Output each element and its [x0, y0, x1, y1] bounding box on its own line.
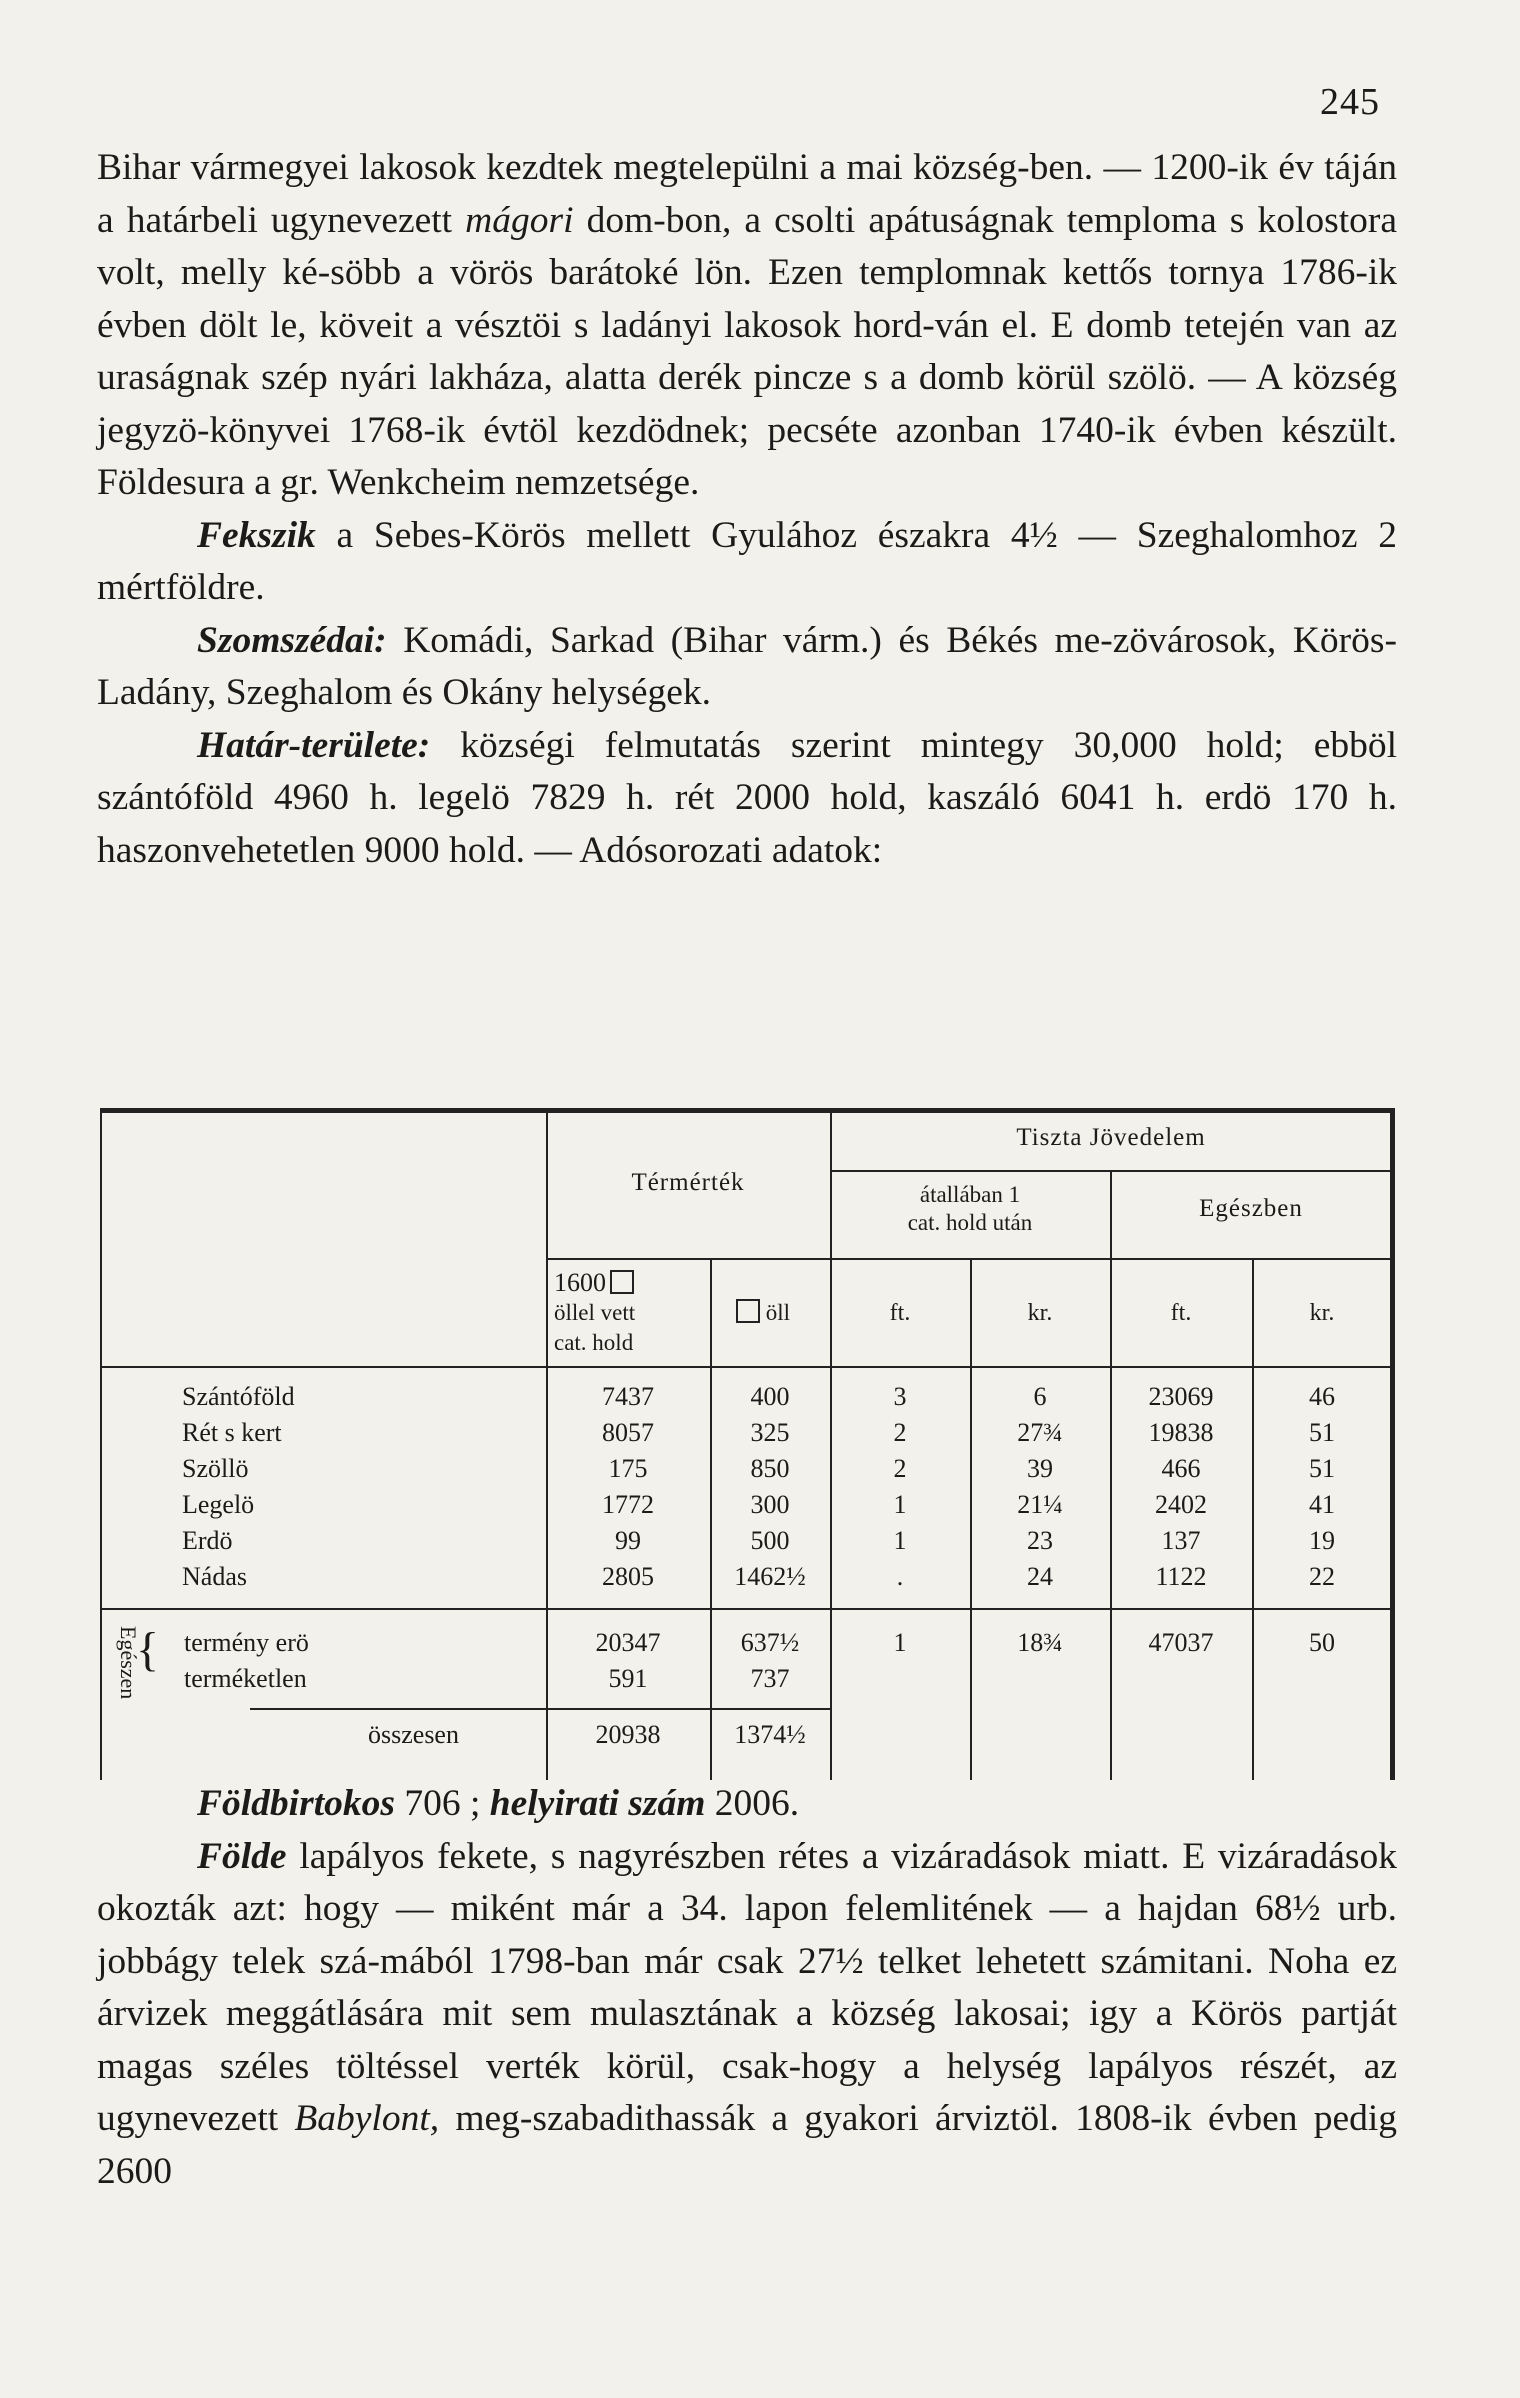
row-name: összesen: [368, 1720, 459, 1749]
row-oll: 300: [750, 1490, 790, 1519]
row-ft1: 1: [893, 1628, 907, 1657]
row-ft1: 2: [893, 1454, 907, 1483]
header-ft1: ft.: [889, 1300, 911, 1326]
row-hold: 20347: [595, 1628, 661, 1657]
row-ft1: 1: [893, 1490, 907, 1519]
header-atlag2: cat. hold után: [907, 1210, 1033, 1235]
history-paragraph: Bihar vármegyei lakosok kezdtek megtelepülni a mai község-ben. — 1200-ik év táján a határbeli ugynevezett mágori dom-bon, a csolti apátuságnak temploma s kolostora volt, melly ké-söbb a vörös barátoké lön. Ezen templomnak kettős tornya 1786-ik évben dölt le, köveit a vésztöi s ladányi lakosok hord-ván el. E domb tetején van az uraságnak szép nyári lakháza, alatta derék pincze s a domb körül szölö. — A község jegyzö-könyvei 1768-ik évtöl kezdödnek; pecséte azonban 1740-ik évben készült. Földesura a gr. Wenkcheim nemzetsége.: [97, 147, 1398, 503]
row-kr2: 22: [1309, 1562, 1335, 1591]
row-name: Erdö: [182, 1526, 233, 1555]
folde-paragraph: Földe lapályos fekete, s nagyrészben rétes a vizáradások miatt. E vizáradások okozták azt: hogy — miként már a 34. lapon felemlitének — a hajdan 68½ urb. jobbágy telek szá-mából 1798-ban már csak 27½ telket lehetett számitani. Noha ez árvizek meggátlására mit sem mulasztának a község lakosai; igy a Körös partját magas széles töltéssel verték körül, csak-hogy a helység lapályos részét, az ugynevezett Babylont, meg-szabadithassák a gyakori árviztöl. 1808-ik évben pedig 2600: [97, 1835, 1398, 2192]
row-hold: 8057: [602, 1418, 654, 1447]
header-atlag: átallában 1: [919, 1182, 1021, 1207]
row-hold: 175: [608, 1454, 648, 1483]
hatar-paragraph: Határ-területe: községi felmutatás szerint mintegy 30,000 hold; ebböl szántóföld 4960 h. legelö 7829 h. rét 2000 hold, kaszáló 6041 h. erdö 170 h. haszonvehetetlen 9000 hold. — Adósorozati adatok:: [97, 724, 1398, 871]
row-kr2: 46: [1309, 1382, 1335, 1411]
fekszik-paragraph: Fekszik a Sebes-Körös mellett Gyulához északra 4½ — Szeghalomhoz 2 mértföldre.: [97, 514, 1397, 608]
row-name: terméketlen: [184, 1664, 307, 1693]
row-kr1: 39: [1027, 1454, 1053, 1483]
header-cathold: cat. hold: [554, 1330, 634, 1355]
header-kr2: kr.: [1309, 1300, 1335, 1326]
row-ft2: 1122: [1155, 1562, 1207, 1591]
row-name: Legelö: [182, 1490, 255, 1519]
row-ft2: 23069: [1148, 1382, 1214, 1411]
row-name: Nádas: [182, 1562, 247, 1591]
row-ft2: 2402: [1155, 1490, 1207, 1519]
row-kr1: 18¾: [1017, 1628, 1063, 1657]
row-kr2: 41: [1309, 1490, 1335, 1519]
row-kr2: 50: [1309, 1628, 1335, 1657]
row-oll: 1462½: [734, 1562, 806, 1591]
header-1600: 1600: [554, 1268, 634, 1298]
row-name: termény erö: [184, 1628, 309, 1657]
header-egeszben: Egészben: [1199, 1195, 1303, 1222]
square-icon: [610, 1270, 634, 1294]
closing-text: [97, 1778, 1397, 2198]
side-label: Egészen: [116, 1626, 141, 1700]
row-oll: 500: [750, 1526, 790, 1555]
row-oll: 637½: [740, 1628, 800, 1657]
header-termertek: Térmérték: [631, 1169, 745, 1196]
row-hold: 1772: [602, 1490, 654, 1519]
row-ft2: 47037: [1148, 1628, 1214, 1657]
intro-text: [97, 142, 1397, 877]
row-ft1: 3: [893, 1382, 907, 1411]
row-ft2: 19838: [1148, 1418, 1214, 1447]
row-oll: 850: [750, 1454, 790, 1483]
row-ft2: 137: [1161, 1526, 1201, 1555]
header-oll: öll: [732, 1298, 790, 1328]
page-number: 245: [1320, 81, 1380, 123]
row-kr1: 23: [1027, 1526, 1053, 1555]
row-oll: 737: [750, 1664, 790, 1693]
row-hold: 20938: [595, 1720, 661, 1749]
brace-icon: {: [136, 1623, 160, 1676]
row-oll: 325: [750, 1418, 790, 1447]
row-hold: 2805: [602, 1562, 654, 1591]
row-kr1: 27¾: [1017, 1418, 1063, 1447]
tax-table: [100, 1108, 1392, 1780]
row-ft1: 1: [893, 1526, 907, 1555]
square-icon: [736, 1299, 760, 1323]
foldbirtokos-paragraph: Földbirtokos 706 ; helyirati szám 2006.: [197, 1783, 800, 1824]
row-kr2: 51: [1309, 1418, 1335, 1447]
row-name: Rét s kert: [182, 1418, 282, 1447]
header-kr1: kr.: [1027, 1300, 1053, 1326]
row-oll: 1374½: [734, 1720, 806, 1749]
szomszedai-paragraph: Szomszédai: Komádi, Sarkad (Bihar várm.) és Békés me-zövárosok, Körös-Ladány, Szeghalom és Okány helységek.: [97, 619, 1398, 713]
row-ft2: 466: [1161, 1454, 1201, 1483]
row-kr1: 24: [1027, 1562, 1053, 1591]
header-ft2: ft.: [1170, 1300, 1192, 1326]
row-ft1: .: [896, 1562, 904, 1591]
row-kr1: 21¼: [1017, 1490, 1063, 1519]
row-oll: 400: [750, 1382, 790, 1411]
row-kr1: 6: [1033, 1382, 1047, 1411]
row-kr2: 51: [1309, 1454, 1335, 1483]
row-ft1: 2: [893, 1418, 907, 1447]
row-name: Szántóföld: [182, 1382, 295, 1411]
header-ollel: öllel vett: [554, 1300, 636, 1325]
row-kr2: 19: [1309, 1526, 1335, 1555]
row-hold: 591: [608, 1664, 648, 1693]
row-hold: 7437: [602, 1382, 654, 1411]
row-hold: 99: [615, 1526, 641, 1555]
row-name: Szöllö: [182, 1454, 249, 1483]
header-tiszta: Tiszta Jövedelem: [1016, 1124, 1206, 1151]
